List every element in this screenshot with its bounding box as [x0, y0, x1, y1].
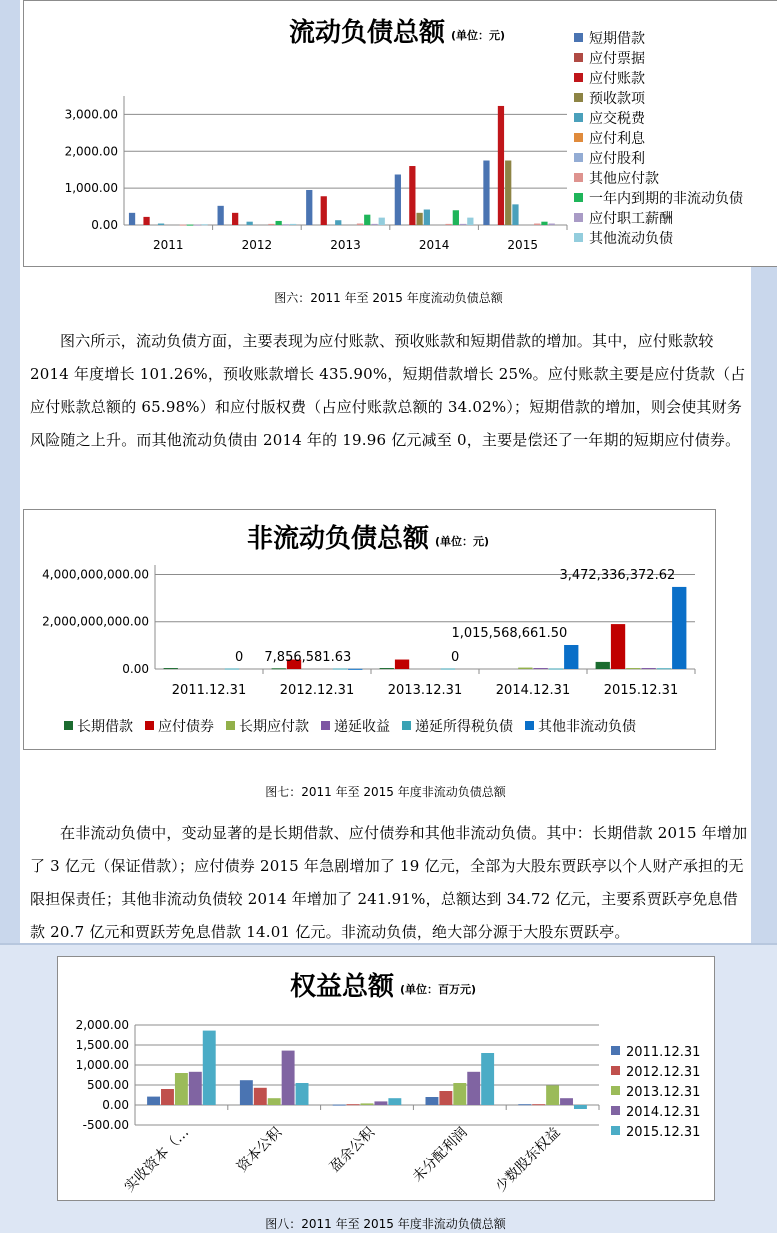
bar-4-1	[611, 624, 625, 669]
bar-4-3	[505, 161, 511, 226]
bar-3-2	[409, 166, 415, 225]
legend-label: 一年内到期的非流动负债	[589, 191, 743, 207]
bar-2-3	[374, 1101, 387, 1105]
bar-4-2	[546, 1085, 559, 1105]
legend-swatch	[574, 113, 583, 122]
figure7-caption: 图七：2011 年至 2015 年度非流动负债总额	[265, 785, 506, 799]
bar-0-4	[203, 1031, 216, 1105]
y-tick-label: 1,000.00	[64, 181, 118, 196]
x-category-label: 2012	[241, 238, 273, 252]
legend-label: 应付职工薪酬	[589, 211, 673, 227]
bar-4-0	[483, 161, 489, 226]
bar-0-10	[201, 224, 207, 225]
bar-3-4	[481, 1053, 494, 1105]
legend-label: 2014.12.31	[626, 1105, 701, 1120]
legend-label: 递延所得税负债	[415, 719, 513, 735]
bar-1-0	[240, 1080, 253, 1105]
bar-3-1	[439, 1091, 452, 1105]
bar-0-0	[164, 668, 178, 669]
legend-label: 应付账款	[589, 71, 645, 87]
data-label: 0	[450, 650, 460, 665]
x-category-label: 2012.12.31	[279, 683, 355, 698]
bar-1-9	[283, 224, 289, 225]
legend-label: 应付债券	[158, 719, 214, 735]
legend-label: 应付利息	[589, 131, 645, 147]
chart-title: 非流动负债总额	[246, 524, 429, 554]
bar-1-0	[272, 668, 286, 669]
bar-4-4	[657, 668, 671, 669]
legend-label: 短期借款	[589, 31, 645, 47]
chart-unit-label: (单位：百万元)	[400, 983, 477, 996]
bar-2-9	[371, 224, 377, 225]
x-category-label: 2015.12.31	[603, 683, 679, 698]
bar-4-5	[672, 587, 686, 669]
bar-2-4	[335, 220, 341, 225]
bar-2-2	[361, 1103, 374, 1105]
y-tick-label: 2,000.00	[75, 1018, 129, 1032]
legend-swatch	[611, 1126, 620, 1135]
bar-4-0	[518, 1104, 531, 1105]
bar-4-7	[534, 224, 540, 225]
legend-swatch	[574, 173, 583, 182]
bar-3-4	[549, 669, 563, 670]
bar-4-4	[574, 1105, 587, 1109]
bar-0-4	[158, 224, 164, 225]
bar-1-0	[218, 206, 224, 225]
legend-swatch	[321, 721, 330, 730]
bar-3-10	[467, 218, 473, 225]
chart-noncurrent-liabilities	[23, 509, 716, 750]
x-category-label: 2014.12.31	[495, 683, 571, 698]
bar-0-2	[175, 1073, 188, 1105]
y-tick-label: 0.00	[122, 662, 149, 676]
legend-swatch	[611, 1086, 620, 1095]
bar-1-8	[276, 221, 282, 225]
y-tick-label: 2,000.00	[64, 144, 118, 159]
y-tick-label: 0.00	[91, 218, 118, 232]
x-category-label: 2013	[330, 238, 361, 252]
bar-0-3	[189, 1072, 202, 1105]
bar-1-2	[232, 213, 238, 225]
x-category-label: 2011	[153, 238, 184, 252]
bar-3-2	[518, 668, 532, 669]
chart-equity	[57, 956, 715, 1201]
bar-2-4	[388, 1098, 401, 1105]
legend-swatch	[574, 233, 583, 242]
y-tick-label: 1,000.00	[75, 1058, 129, 1072]
legend-label: 2015.12.31	[626, 1125, 701, 1140]
y-tick-label: 0.00	[102, 1098, 129, 1112]
legend-label: 其他应付款	[589, 171, 659, 187]
bar-2-1	[347, 1104, 360, 1105]
x-category-label: 未分配利润	[409, 1124, 471, 1186]
legend-label: 预收款项	[589, 91, 645, 107]
legend-label: 应交税费	[589, 111, 645, 127]
bar-4-9	[549, 224, 555, 225]
bar-2-0	[380, 668, 394, 669]
bar-2-10	[379, 218, 385, 225]
legend-swatch	[574, 53, 583, 62]
legend-swatch	[574, 213, 583, 222]
bar-1-4	[296, 1083, 309, 1105]
legend-label: 2013.12.31	[626, 1085, 701, 1100]
data-label: 0	[234, 650, 244, 665]
x-category-label: 2013.12.31	[387, 683, 463, 698]
bar-2-2	[321, 196, 327, 225]
y-tick-label: 2,000,000,000.00	[42, 614, 149, 629]
legend-label: 其他流动负债	[589, 231, 673, 247]
y-tick-label: 3,000.00	[64, 107, 118, 122]
bar-3-0	[426, 1097, 439, 1105]
y-tick-label: 1,500.00	[75, 1038, 129, 1052]
legend-swatch	[574, 73, 583, 82]
legend-label: 应付票据	[589, 51, 645, 67]
bar-4-0	[596, 662, 610, 669]
bar-4-3	[642, 668, 656, 669]
figure8-caption: 图八：2011 年至 2015 年度非流动负债总额	[265, 1217, 506, 1231]
bar-3-4	[424, 210, 430, 225]
bar-1-7	[268, 224, 274, 225]
chart-noncurrent-liabilities-svg	[24, 510, 715, 749]
bar-4-3	[560, 1098, 573, 1105]
chart-current-liabilities-svg	[24, 1, 777, 266]
bar-3-7	[445, 224, 451, 225]
legend-label: 长期应付款	[239, 719, 309, 735]
legend-swatch	[611, 1066, 620, 1075]
paragraph-current-liabilities: 图六所示，流动负债方面，主要表现为应付账款、预收账款和短期借款的增加。其中，应付账款较 2014 年度增长 101.26%，预收账款增长 435.90%，短期借款增长 25%。应付账款主要是应付货款（占应付账款总额的 65.98%）和应付版权费（占应付账款总额的 34.02%）；短期借款的增加，则会使其财务风险随之上升。而其他流动负债由 2014 年的 19.96 亿元减至 0，主要是偿还了一年期的短期应付债券。	[30, 332, 746, 449]
legend-label: 2012.12.31	[626, 1065, 701, 1080]
data-label: 7,856,581.63	[264, 649, 352, 665]
y-tick-label: -500.00	[82, 1118, 129, 1132]
bar-2-0	[333, 1105, 346, 1106]
bar-1-10	[290, 224, 296, 225]
legend-label: 2011.12.31	[626, 1045, 701, 1060]
x-category-label: 少数股东权益	[492, 1124, 564, 1196]
x-category-label: 盈余公积	[326, 1124, 378, 1176]
x-category-label: 资本公积	[234, 1124, 286, 1176]
bar-1-2	[268, 1098, 281, 1105]
data-label: 1,015,568,661.50	[451, 625, 568, 641]
bar-0-0	[129, 213, 135, 225]
bar-0-2	[143, 217, 149, 225]
data-label: 3,472,336,372.62	[559, 567, 676, 583]
bar-2-7	[357, 224, 363, 225]
bar-2-0	[306, 190, 312, 225]
chart-title: 权益总额	[289, 972, 394, 1002]
legend-swatch	[611, 1106, 620, 1115]
legend-label: 其他非流动负债	[538, 719, 636, 735]
legend-swatch	[574, 133, 583, 142]
bar-3-3	[467, 1072, 480, 1105]
figure6-caption: 图六：2011 年至 2015 年度流动负债总额	[274, 291, 503, 305]
bar-4-8	[541, 222, 547, 225]
legend-label: 长期借款	[77, 719, 133, 735]
x-category-label: 实收资本（…	[121, 1124, 193, 1196]
legend-label: 应付股利	[589, 151, 645, 167]
chart-title: 流动负债总额	[288, 18, 445, 48]
bar-0-1	[161, 1089, 174, 1105]
bar-3-5	[564, 645, 578, 669]
legend-swatch	[226, 721, 235, 730]
bar-0-9	[194, 225, 200, 226]
bar-3-2	[453, 1083, 466, 1105]
bar-2-1	[395, 660, 409, 669]
bar-4-1	[532, 1104, 545, 1105]
legend-swatch	[574, 93, 583, 102]
chart-unit-label: (单位：元)	[451, 29, 506, 42]
bar-3-8	[453, 210, 459, 225]
x-category-label: 2015	[507, 238, 538, 252]
bar-3-9	[460, 224, 466, 225]
bar-3-3	[416, 213, 422, 225]
bar-3-3	[534, 668, 548, 669]
legend-swatch	[574, 193, 583, 202]
bar-1-1	[254, 1088, 267, 1105]
bar-4-4	[512, 204, 518, 225]
legend-swatch	[402, 721, 411, 730]
legend-swatch	[145, 721, 154, 730]
chart-current-liabilities	[23, 0, 777, 267]
y-tick-label: 4,000,000,000.00	[42, 567, 149, 582]
bar-3-0	[395, 175, 401, 225]
legend-swatch	[64, 721, 73, 730]
chart-unit-label: (单位：元)	[435, 535, 490, 548]
bar-1-4	[333, 669, 347, 670]
x-category-label: 2014	[418, 238, 450, 252]
paragraph-noncurrent-liabilities: 在非流动负债中，变动显著的是长期借款、应付债券和其他非流动负债。其中：长期借款 2015 年增加了 3 亿元（保证借款）；应付债券 2015 年急剧增加了 19 亿元，全部为大股东贾跃亭以个人财产承担的无限担保责任；其他非流动负债较 2014 年增加了 241.91%，总额达到 34.72 亿元，主要系贾跃亭免息借款 20.7 亿元和贾跃芳免息借款 14.01 亿元。非流动负债，绝大部分源于大股东贾跃亭。	[30, 824, 748, 941]
legend-swatch	[611, 1046, 620, 1055]
chart-equity-svg	[58, 957, 714, 1200]
y-tick-label: 500.00	[87, 1078, 129, 1092]
legend-label: 递延收益	[334, 719, 390, 735]
bar-2-4	[441, 669, 455, 670]
bar-2-8	[364, 215, 370, 225]
bar-4-2	[498, 106, 504, 225]
legend-swatch	[574, 33, 583, 42]
bar-0-0	[147, 1097, 160, 1105]
bar-0-8	[187, 225, 193, 226]
bar-4-2	[626, 668, 640, 669]
bar-0-7	[180, 225, 186, 226]
legend-swatch	[574, 153, 583, 162]
bar-1-4	[247, 222, 253, 225]
x-category-label: 2011.12.31	[171, 683, 247, 698]
bar-1-5	[348, 669, 362, 670]
legend-swatch	[525, 721, 534, 730]
bar-1-3	[282, 1051, 295, 1105]
bar-0-4	[225, 669, 239, 670]
